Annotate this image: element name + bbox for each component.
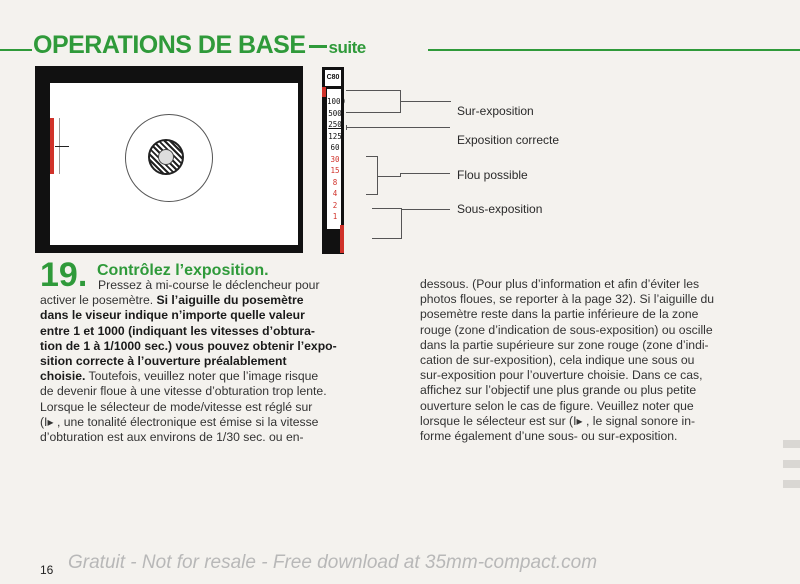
callout-line [346, 90, 401, 91]
callout-line [346, 127, 450, 128]
scale-value: 60 [330, 143, 340, 152]
text-line: de devenir floue à une vitesse d’obturation trop lente. [40, 384, 327, 399]
text-line: dans la partie supérieure sur zone rouge (zone d’indi- [420, 337, 709, 352]
scale-value: 30 [330, 154, 340, 164]
scale-value: 1 [332, 212, 338, 221]
text-line: ouverture selon le cas de figure. Veuillez noter que [420, 398, 694, 413]
page-edge-mark [783, 480, 800, 488]
footer-watermark: Gratuit - Not for resale - Free download at 35mm-compact.com [68, 552, 598, 573]
heading-suite: suite [328, 38, 366, 57]
scale-red-bottom [340, 225, 344, 253]
text-line: sur-exposition pour l’ouverture choisie. Dans ce cas, [420, 368, 703, 383]
scale-value: 2 [332, 200, 338, 210]
scale-value: 250 [328, 120, 342, 129]
page-edge-mark [783, 460, 800, 468]
page-edge-mark [783, 440, 800, 448]
callout-line [372, 208, 402, 209]
text-line: forme également d’une sous- ou sur-exposition. [420, 429, 678, 444]
callout-line [346, 112, 401, 113]
header-rule-left [0, 49, 32, 51]
scale-value: 15 [330, 166, 340, 175]
scale-value: 125 [328, 131, 342, 141]
scale-red-top [322, 87, 326, 97]
scale-value: 1000 [327, 97, 346, 106]
heading-text: OPERATIONS DE BASE [33, 31, 306, 59]
meter-red-zone [50, 118, 54, 174]
callout-blur-possible: Flou possible [457, 168, 528, 182]
meter-needle [55, 146, 69, 147]
text-line: d’obturation est aux environs de 1/30 sec. ou en- [40, 430, 304, 445]
text-line: rouge (zone d’indication de sous-exposition) ou oscille [420, 322, 713, 337]
callout-correct-exposure: Exposition correcte [457, 133, 560, 147]
text-line: activer le posemètre. Si l’aiguille du posemètre [40, 293, 304, 308]
heading-dash [309, 45, 327, 48]
focus-spot-center [158, 149, 174, 165]
body-left-column [40, 278, 400, 445]
text-line: Lorsque le sélecteur de mode/vitesse est réglé sur [40, 399, 313, 414]
callout-line [401, 208, 402, 238]
scale-value: 500 [328, 108, 342, 118]
page-number: 16 [40, 563, 54, 577]
callout-line [346, 125, 347, 130]
text-line: choisie. Toutefois, veuillez noter que l’image risque [40, 369, 319, 384]
page-heading [33, 31, 366, 60]
callout-line [402, 209, 450, 210]
text-line: tion de 1 à 1/1000 sec.) vous pouvez obtenir l’expo- [40, 338, 337, 353]
body-right-column [420, 277, 777, 444]
text-line: affichez sur l’objectif une plus grande ou plus petite [420, 383, 697, 398]
text-line: cation de sur-exposition), cela indique une sous ou [420, 353, 695, 368]
text-line: dessous. (Pour plus d’information et afin d’éviter les [420, 277, 700, 291]
callout-underexposure: Sous-exposition [457, 202, 543, 216]
section-title: Contrôlez l’exposition. [97, 262, 269, 279]
callout-line [400, 173, 450, 174]
scale-value: 4 [332, 189, 338, 198]
scale-top-label: C80 [325, 70, 341, 86]
text-line: Pressez à mi-course le déclencheur pour [98, 278, 320, 292]
text-line: lorsque le sélecteur est sur (I▸ , le signal sonore in- [420, 413, 696, 428]
callout-line [378, 176, 400, 177]
callout-overexposure: Sur-exposition [457, 104, 534, 118]
text-line: (I▸ , une tonalité électronique est émise si la vitesse [40, 414, 319, 429]
section-number: 19. [40, 256, 88, 294]
callout-line [366, 194, 378, 195]
callout-line [372, 238, 402, 239]
text-line: posemètre reste dans la partie inférieure de la zone [420, 307, 699, 322]
scale-value: 8 [332, 177, 338, 187]
callout-line [401, 101, 451, 102]
header-rule-right [428, 49, 800, 51]
text-line: photos floues, se reporter à la page 32). Si l’aiguille du [420, 292, 715, 307]
text-line: dans le viseur indique n’importe quelle valeur [40, 308, 305, 323]
text-line: entre 1 et 1000 (indiquant les vitesses d’obtura- [40, 323, 315, 338]
text-line: sition correcte à l’ouverture préalablement [40, 354, 287, 369]
